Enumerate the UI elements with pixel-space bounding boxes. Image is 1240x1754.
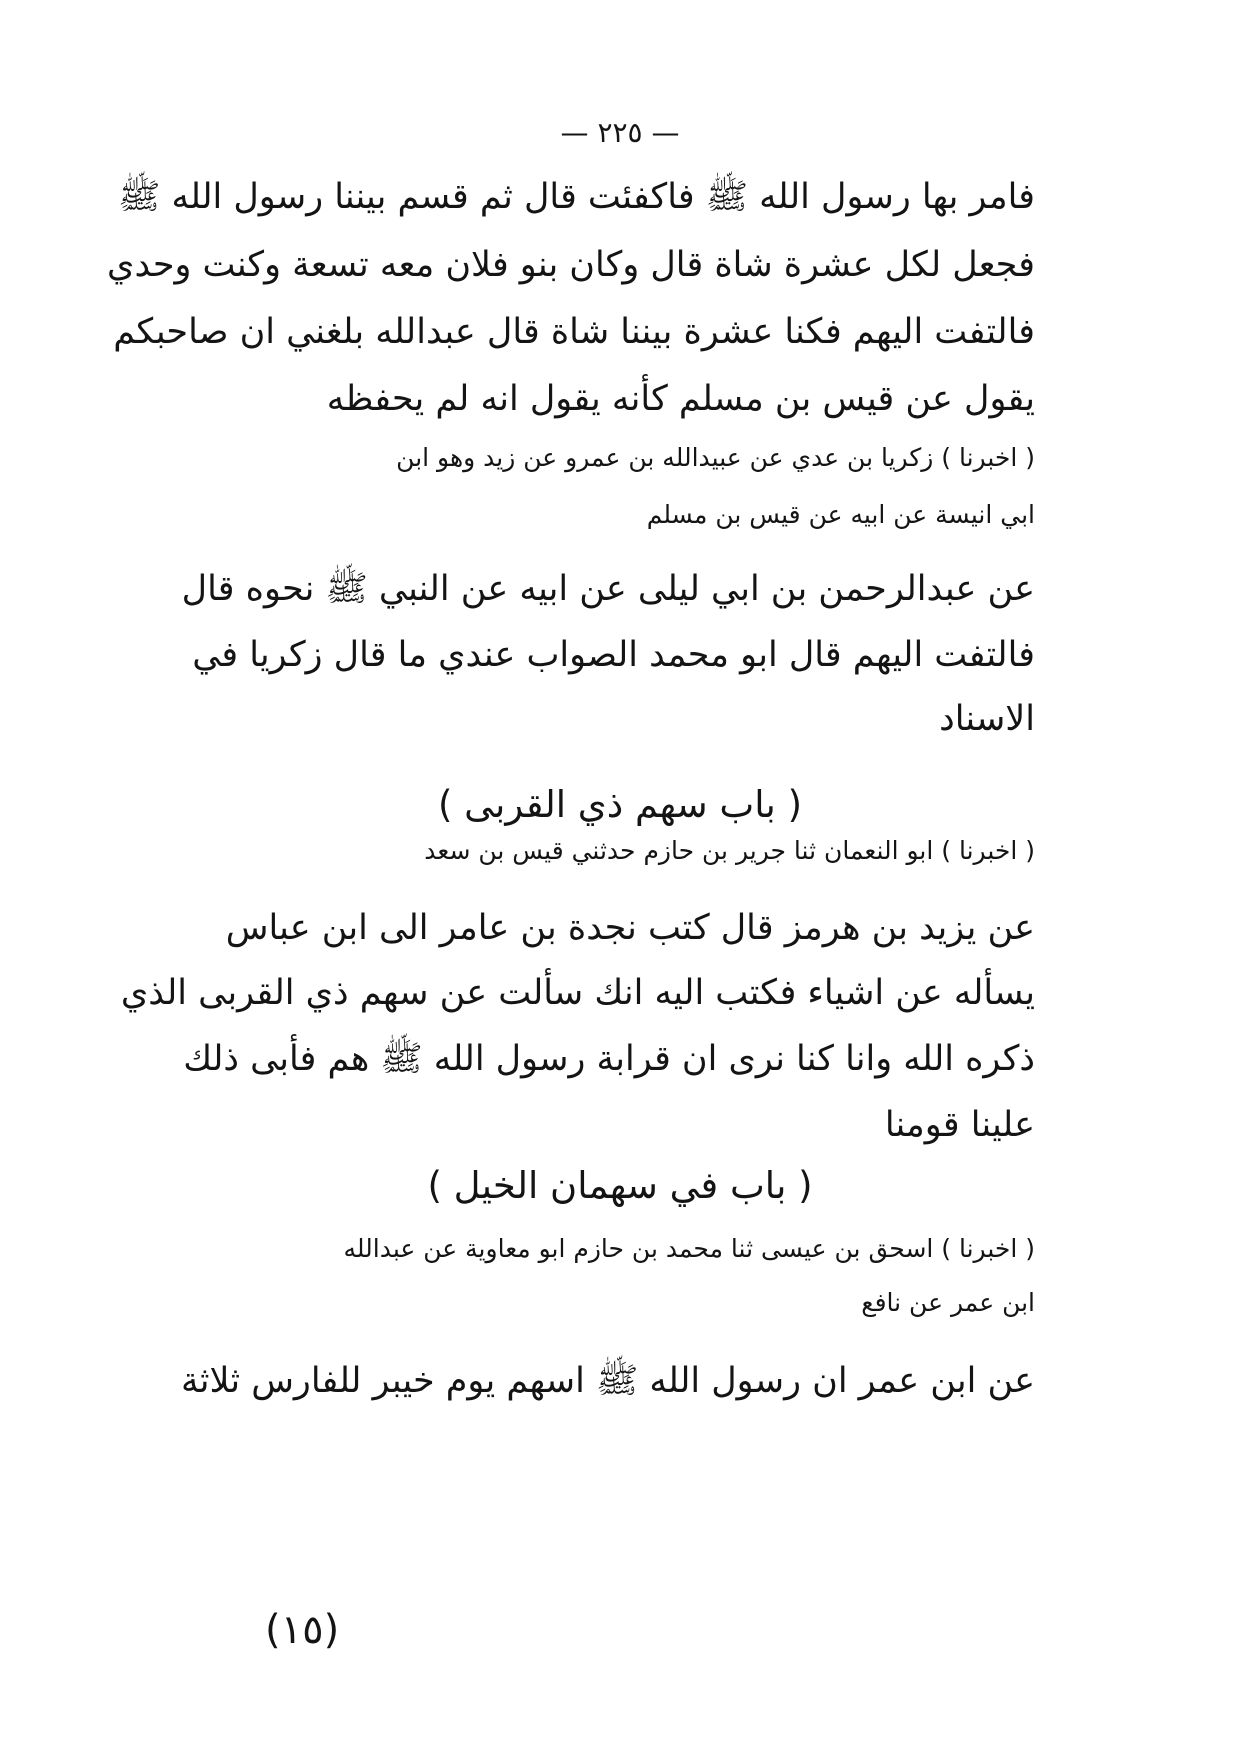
signature-mark: (١٥) [265, 1607, 340, 1653]
text-line: فالتفت اليهم قال ابو محمد الصواب عندي ما قال زكريا في [192, 635, 1035, 675]
isnad-line: ( اخبرنا ) زكريا بن عدي عن عبيدالله بن عمرو عن زيد وهو ابن [396, 443, 1035, 472]
isnad-line: ( اخبرنا ) اسحق بن عيسى ثنا محمد بن حازم ابو معاوية عن عبدالله [343, 1234, 1035, 1263]
text-line: علينا قومنا [884, 1105, 1035, 1145]
text-line: يقول عن قيس بن مسلم كأنه يقول انه لم يحفظه [326, 379, 1035, 419]
text-line: يسأله عن اشياء فكتب اليه انك سألت عن سهم ذي القربى الذي [120, 973, 1035, 1013]
page-number: — ٢٢٥ — [560, 116, 680, 149]
text-line: عن ابن عمر ان رسول الله ﷺ اسهم يوم خيبر للفارس ثلاثة [180, 1361, 1035, 1401]
text-line: عن عبدالرحمن بن ابي ليلى عن ابيه عن النبي ﷺ نحوه قال [181, 569, 1035, 609]
text-line: فامر بها رسول الله ﷺ فاكفئت قال ثم قسم بيننا رسول الله ﷺ [118, 177, 1035, 217]
isnad-line: ابي انيسة عن ابيه عن قيس بن مسلم [646, 500, 1035, 529]
text-line: الاسناد [939, 699, 1035, 739]
text-line: فالتفت اليهم فكنا عشرة بيننا شاة قال عبدالله بلغني ان صاحبكم [113, 312, 1035, 352]
isnad-line: ( اخبرنا ) ابو النعمان ثنا جرير بن حازم حدثني قيس بن سعد [424, 836, 1035, 865]
chapter-heading: ( باب سهم ذي القربى ) [437, 783, 803, 826]
isnad-line: ابن عمر عن نافع [861, 1288, 1035, 1317]
text-line: ذكره الله وانا كنا نرى ان قرابة رسول الله ﷺ هم فأبى ذلك [183, 1039, 1035, 1079]
text-line: عن يزيد بن هرمز قال كتب نجدة بن عامر الى ابن عباس [225, 908, 1035, 948]
chapter-heading: ( باب في سهمان الخيل ) [427, 1164, 813, 1207]
text-line: فجعل لكل عشرة شاة قال وكان بنو فلان معه تسعة وكنت وحدي [107, 245, 1035, 285]
